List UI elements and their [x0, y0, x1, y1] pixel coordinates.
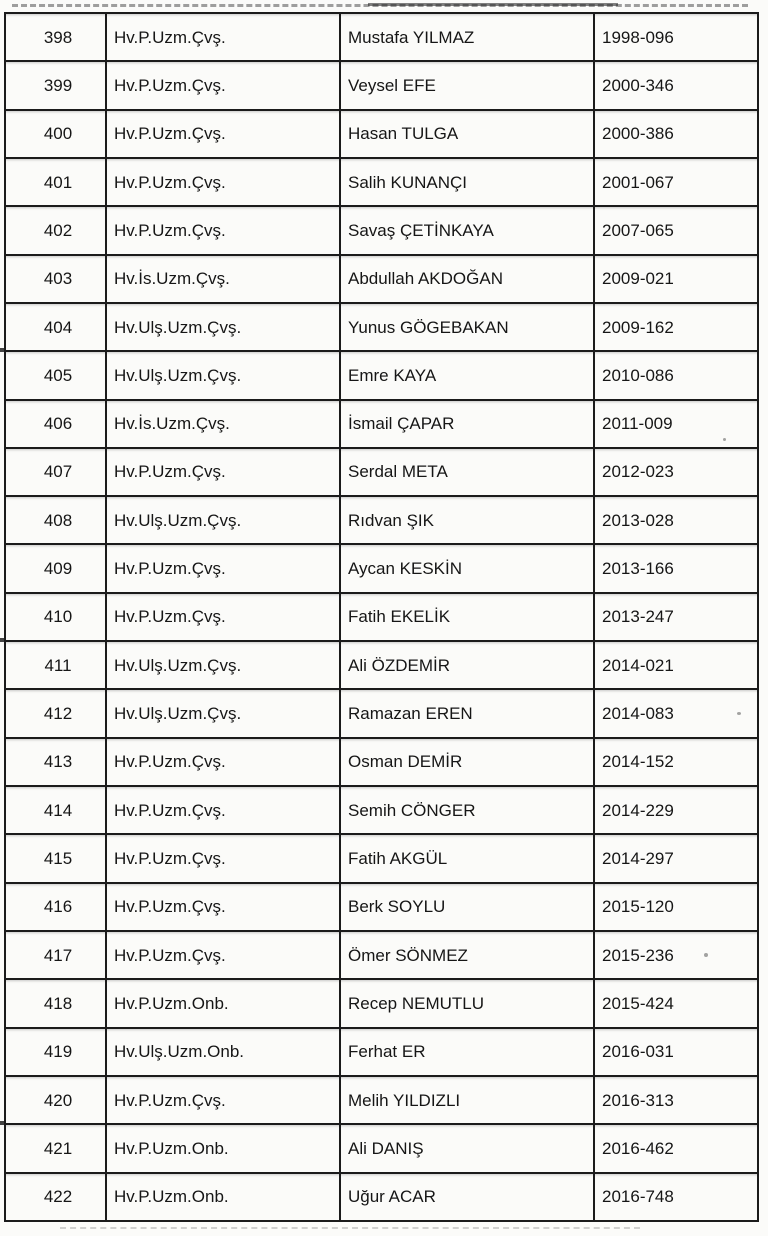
registry-number-cell: 2016-748 [594, 1173, 758, 1222]
row-number-cell: 422 [5, 1173, 106, 1222]
row-number-cell: 416 [5, 883, 106, 931]
rank-cell: Hv.Ulş.Uzm.Çvş. [106, 496, 340, 544]
row-number-cell: 418 [5, 979, 106, 1027]
name-cell: Mustafa YILMAZ [340, 13, 594, 61]
rank-cell: Hv.P.Uzm.Çvş. [106, 786, 340, 834]
personnel-row [5, 834, 758, 882]
name-cell: Ali DANIŞ [340, 1124, 594, 1172]
scan-artifact-top-smudge [368, 3, 618, 6]
rank-cell: Hv.Ulş.Uzm.Onb. [106, 1028, 340, 1076]
personnel-row [5, 1173, 758, 1222]
registry-number-cell: 2000-346 [594, 61, 758, 109]
registry-number-cell: 2015-120 [594, 883, 758, 931]
rank-cell: Hv.P.Uzm.Çvş. [106, 738, 340, 786]
row-number-cell: 421 [5, 1124, 106, 1172]
rank-cell: Hv.P.Uzm.Çvş. [106, 931, 340, 979]
rank-cell: Hv.Ulş.Uzm.Çvş. [106, 303, 340, 351]
personnel-row [5, 400, 758, 448]
registry-number-cell: 2011-009 [594, 400, 758, 448]
registry-number-cell: 2016-462 [594, 1124, 758, 1172]
row-number-cell: 415 [5, 834, 106, 882]
row-number-cell: 420 [5, 1076, 106, 1124]
name-cell: Berk SOYLU [340, 883, 594, 931]
name-cell: Recep NEMUTLU [340, 979, 594, 1027]
rank-cell: Hv.P.Uzm.Çvş. [106, 883, 340, 931]
registry-number-cell: 2007-065 [594, 206, 758, 254]
name-cell: Rıdvan ŞIK [340, 496, 594, 544]
row-number-cell: 407 [5, 448, 106, 496]
registry-number-cell: 2014-297 [594, 834, 758, 882]
personnel-row [5, 303, 758, 351]
registry-number-cell: 2015-424 [594, 979, 758, 1027]
registry-number-cell: 2016-313 [594, 1076, 758, 1124]
registry-number-cell: 2015-236 [594, 931, 758, 979]
rank-cell: Hv.P.Uzm.Çvş. [106, 593, 340, 641]
row-number-cell: 412 [5, 689, 106, 737]
registry-number-cell: 2012-023 [594, 448, 758, 496]
personnel-roster-table [4, 12, 759, 1222]
personnel-row [5, 544, 758, 592]
name-cell: Fatih AKGÜL [340, 834, 594, 882]
personnel-row [5, 738, 758, 786]
row-number-cell: 417 [5, 931, 106, 979]
row-number-cell: 409 [5, 544, 106, 592]
rank-cell: Hv.Ulş.Uzm.Çvş. [106, 689, 340, 737]
registry-number-cell: 2010-086 [594, 351, 758, 399]
row-number-cell: 398 [5, 13, 106, 61]
personnel-row [5, 448, 758, 496]
name-cell: Semih CÖNGER [340, 786, 594, 834]
row-number-cell: 413 [5, 738, 106, 786]
name-cell: Uğur ACAR [340, 1173, 594, 1222]
personnel-row [5, 206, 758, 254]
rank-cell: Hv.İs.Uzm.Çvş. [106, 400, 340, 448]
row-number-cell: 405 [5, 351, 106, 399]
rank-cell: Hv.P.Uzm.Çvş. [106, 61, 340, 109]
rank-cell: Hv.P.Uzm.Çvş. [106, 1076, 340, 1124]
name-cell: Osman DEMİR [340, 738, 594, 786]
name-cell: Ali ÖZDEMİR [340, 641, 594, 689]
personnel-row [5, 931, 758, 979]
personnel-row [5, 158, 758, 206]
scan-artifact-bottom-line [60, 1227, 640, 1229]
rank-cell: Hv.P.Uzm.Onb. [106, 1124, 340, 1172]
row-number-cell: 410 [5, 593, 106, 641]
registry-number-cell: 2013-028 [594, 496, 758, 544]
name-cell: Melih YILDIZLI [340, 1076, 594, 1124]
rank-cell: Hv.P.Uzm.Çvş. [106, 544, 340, 592]
personnel-row [5, 689, 758, 737]
row-number-cell: 414 [5, 786, 106, 834]
rank-cell: Hv.İs.Uzm.Çvş. [106, 255, 340, 303]
name-cell: Hasan TULGA [340, 110, 594, 158]
row-number-cell: 400 [5, 110, 106, 158]
personnel-row [5, 786, 758, 834]
rank-cell: Hv.P.Uzm.Çvş. [106, 110, 340, 158]
row-number-cell: 404 [5, 303, 106, 351]
name-cell: Savaş ÇETİNKAYA [340, 206, 594, 254]
registry-number-cell: 2014-083 [594, 689, 758, 737]
personnel-row [5, 1076, 758, 1124]
personnel-row [5, 641, 758, 689]
roster-body [5, 13, 758, 1221]
name-cell: Fatih EKELİK [340, 593, 594, 641]
name-cell: Veysel EFE [340, 61, 594, 109]
registry-number-cell: 2014-021 [594, 641, 758, 689]
row-number-cell: 401 [5, 158, 106, 206]
registry-number-cell: 2009-162 [594, 303, 758, 351]
registry-number-cell: 2014-152 [594, 738, 758, 786]
personnel-row [5, 351, 758, 399]
name-cell: İsmail ÇAPAR [340, 400, 594, 448]
rank-cell: Hv.P.Uzm.Çvş. [106, 206, 340, 254]
name-cell: Serdal META [340, 448, 594, 496]
rank-cell: Hv.P.Uzm.Çvş. [106, 834, 340, 882]
name-cell: Yunus GÖGEBAKAN [340, 303, 594, 351]
personnel-row [5, 979, 758, 1027]
name-cell: Emre KAYA [340, 351, 594, 399]
registry-number-cell: 2001-067 [594, 158, 758, 206]
row-number-cell: 419 [5, 1028, 106, 1076]
row-number-cell: 406 [5, 400, 106, 448]
rank-cell: Hv.P.Uzm.Çvş. [106, 13, 340, 61]
name-cell: Ramazan EREN [340, 689, 594, 737]
personnel-row [5, 255, 758, 303]
name-cell: Salih KUNANÇI [340, 158, 594, 206]
row-number-cell: 411 [5, 641, 106, 689]
name-cell: Ömer SÖNMEZ [340, 931, 594, 979]
row-number-cell: 408 [5, 496, 106, 544]
registry-number-cell: 2013-166 [594, 544, 758, 592]
registry-number-cell: 2013-247 [594, 593, 758, 641]
registry-number-cell: 2014-229 [594, 786, 758, 834]
registry-number-cell: 2000-386 [594, 110, 758, 158]
personnel-row [5, 883, 758, 931]
name-cell: Ferhat ER [340, 1028, 594, 1076]
name-cell: Aycan KESKİN [340, 544, 594, 592]
personnel-row [5, 1124, 758, 1172]
row-number-cell: 399 [5, 61, 106, 109]
personnel-row [5, 61, 758, 109]
personnel-row [5, 593, 758, 641]
rank-cell: Hv.P.Uzm.Onb. [106, 1173, 340, 1222]
personnel-row [5, 1028, 758, 1076]
personnel-row [5, 13, 758, 61]
registry-number-cell: 2016-031 [594, 1028, 758, 1076]
rank-cell: Hv.P.Uzm.Çvş. [106, 158, 340, 206]
row-number-cell: 402 [5, 206, 106, 254]
personnel-row [5, 110, 758, 158]
row-number-cell: 403 [5, 255, 106, 303]
registry-number-cell: 1998-096 [594, 13, 758, 61]
rank-cell: Hv.P.Uzm.Onb. [106, 979, 340, 1027]
rank-cell: Hv.Ulş.Uzm.Çvş. [106, 641, 340, 689]
registry-number-cell: 2009-021 [594, 255, 758, 303]
scan-artifact-top-dashed-line [12, 4, 748, 7]
name-cell: Abdullah AKDOĞAN [340, 255, 594, 303]
rank-cell: Hv.P.Uzm.Çvş. [106, 448, 340, 496]
personnel-row [5, 496, 758, 544]
rank-cell: Hv.Ulş.Uzm.Çvş. [106, 351, 340, 399]
